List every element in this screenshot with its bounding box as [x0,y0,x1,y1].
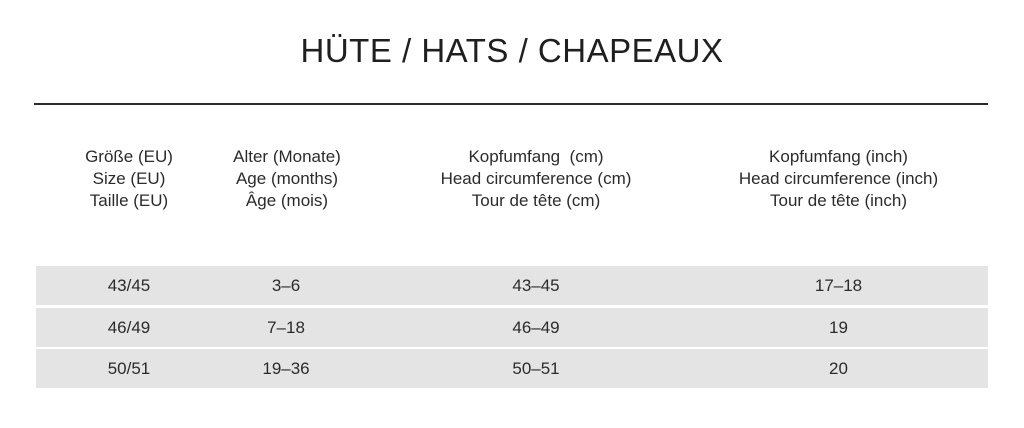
header-label-en: Age (months) [235,169,339,188]
cell-size: 50/51 [107,359,151,378]
cell-age: 19–36 [262,359,310,378]
cell-size: 43/45 [107,276,151,295]
header-label-de: Kopfumfang (cm) [468,147,604,166]
cell-head-inch: 20 [829,359,848,378]
header-label-fr: Tour de tête (cm) [471,191,601,210]
header-label-de: Kopfumfang (inch) [769,147,908,166]
header-label-fr: Tour de tête (inch) [769,191,907,210]
table-row [36,349,988,388]
cell-age: 7–18 [267,318,305,337]
table-row [36,266,988,305]
cell-head-cm: 50–51 [512,359,560,378]
header-label-en: Head circumference (inch) [738,169,939,188]
header-label-fr: Âge (mois) [245,191,329,210]
table-row [36,308,988,347]
header-label-de: Größe (EU) [85,147,173,166]
title-divider [34,103,988,105]
header-size [76,146,182,212]
page-title: HÜTE / HATS / CHAPEAUX [300,32,724,69]
header-head-circumference-inch [701,146,976,212]
cell-size: 46/49 [107,318,151,337]
cell-head-cm: 46–49 [512,318,560,337]
cell-head-inch: 19 [829,318,848,337]
header-age [212,146,362,212]
header-label-de: Alter (Monate) [233,147,341,166]
cell-head-inch: 17–18 [814,276,863,295]
cell-head-cm: 43–45 [512,276,560,295]
header-label-en: Head circumference (cm) [440,169,632,188]
header-head-circumference-cm [411,146,661,212]
cell-age: 3–6 [271,276,301,295]
header-label-en: Size (EU) [92,169,166,188]
header-label-fr: Taille (EU) [89,191,169,210]
table-header [36,146,988,216]
